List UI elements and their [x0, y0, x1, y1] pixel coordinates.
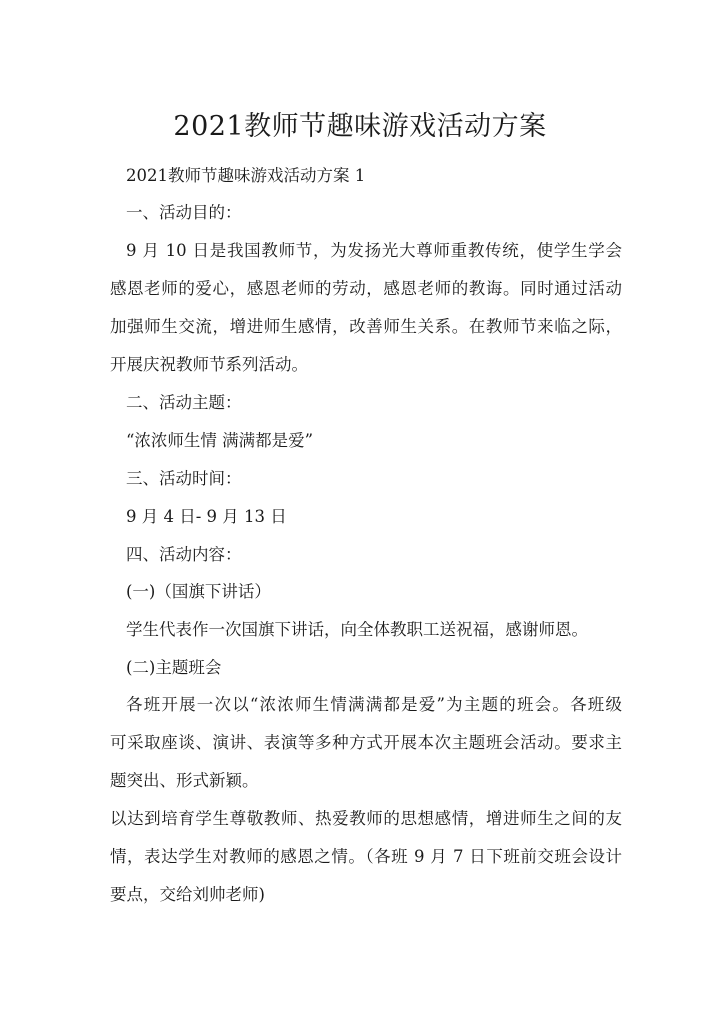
paragraph-line: 学生代表作一次国旗下讲话，向全体教职工送祝福，感谢师恩。 — [126, 620, 588, 639]
paragraph-line: 要点，交给刘帅老师) — [110, 885, 265, 904]
section-heading-theme: 二、活动主题： — [126, 393, 242, 412]
paragraph-line: 开展庆祝教师节系列活动。 — [110, 355, 308, 374]
subtitle-line: 2021教师节趣味游戏活动方案 1 — [126, 166, 366, 185]
subsection-heading: (二)主题班会 — [126, 658, 222, 677]
paragraph-line: 以达到培育学生尊敬教师、热爱教师的思想感情，增进师生之间的友 — [110, 809, 622, 828]
section-heading-content: 四、活动内容： — [126, 545, 242, 564]
paragraph-line: 9 月 10 日是我国教师节，为发扬光大尊师重教传统，使学生学会 — [126, 241, 622, 260]
paragraph-line: 题突出、形式新颖。 — [110, 771, 259, 790]
section-heading-purpose: 一、活动目的： — [126, 203, 242, 222]
paragraph-line: 加强师生交流，增进师生感情，改善师生关系。在教师节来临之际， — [110, 317, 622, 336]
theme-line: “浓浓师生情 满满都是爱” — [126, 431, 314, 450]
subsection-heading: (一)（国旗下讲话） — [126, 582, 271, 601]
paragraph-line: 各班开展一次以“浓浓师生情满满都是爱”为主题的班会。各班级 — [126, 695, 622, 714]
paragraph-line: 感恩老师的爱心，感恩老师的劳动，感恩老师的教诲。同时通过活动 — [110, 279, 622, 298]
paragraph-line: 可采取座谈、演讲、表演等多种方式开展本次主题班会活动。要求主 — [110, 733, 622, 752]
paragraph-line: 情，表达学生对教师的感恩之情。（各班 9 月 7 日下班前交班会设计 — [110, 847, 622, 866]
section-heading-time: 三、活动时间： — [126, 469, 242, 488]
date-range-line: 9 月 4 日- 9 月 13 日 — [126, 507, 287, 526]
document-title: 2021教师节趣味游戏活动方案 — [173, 111, 547, 142]
